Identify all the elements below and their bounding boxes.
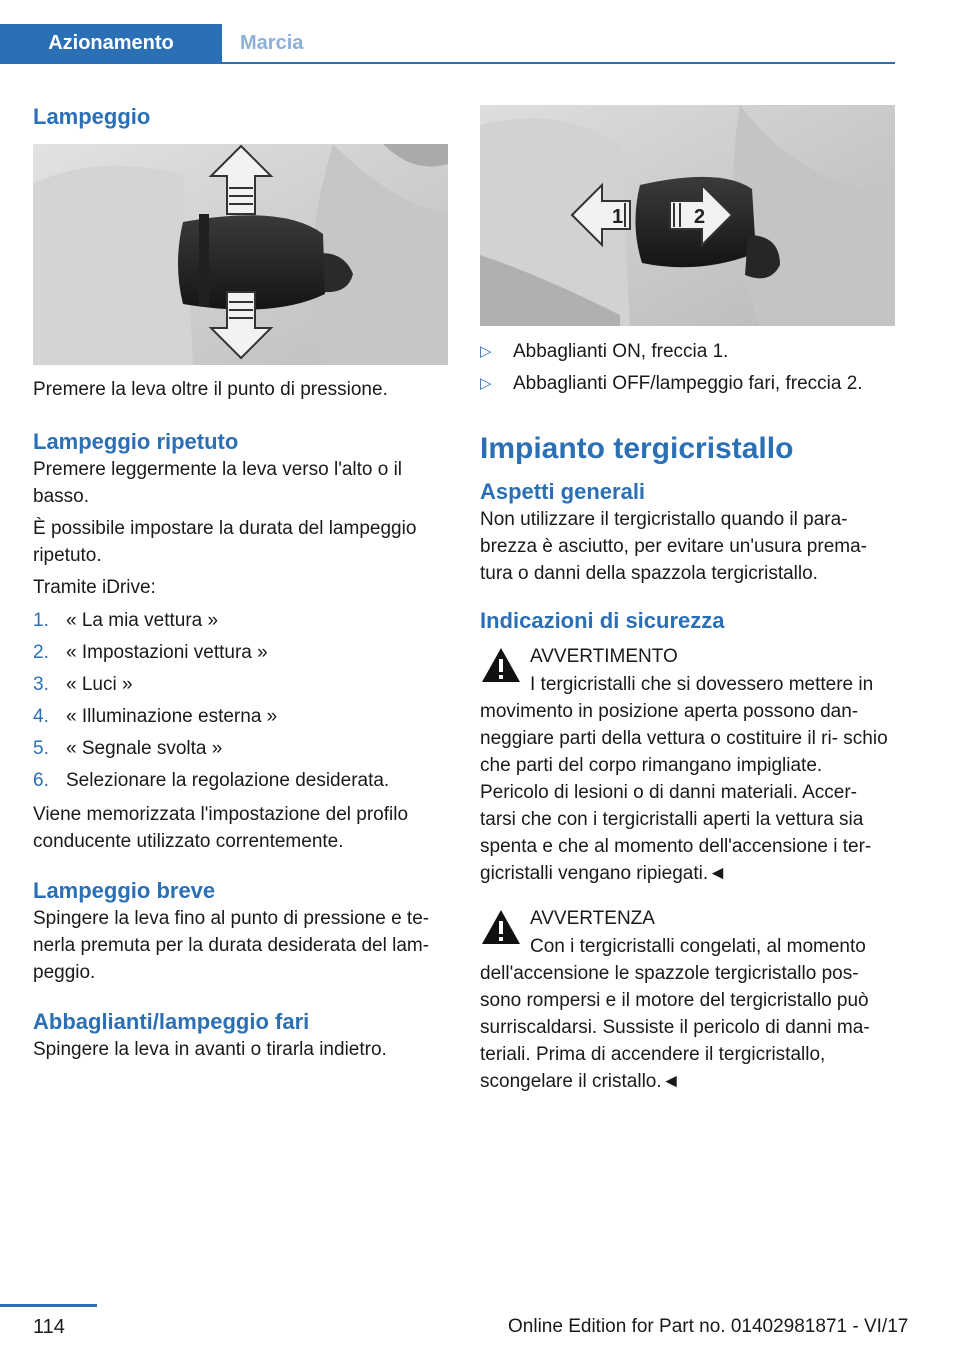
paragraph-repeat-1: Premere leggermente la leva verso l'alto o il basso. — [33, 459, 403, 507]
right-column — [480, 105, 895, 1095]
lever-forward-back-illustration — [480, 105, 895, 326]
paragraph-short: Spingere la leva fino al punto di pressione e te- nerla premuta per la durata desiderata del lam- peggio. — [33, 908, 430, 983]
list-item: 6. Selezionare la regolazione desiderata. — [33, 770, 390, 791]
paragraph-high: Spingere la leva in avanti o tirarla indietro. — [33, 1039, 387, 1060]
paragraph-repeat-4: Viene memorizzata l'impostazione del profilo conducente utilizzato correntemente. — [33, 804, 409, 852]
triangle-bullet-icon: ▷ — [480, 375, 492, 392]
lever-up-down-image — [33, 144, 448, 365]
arrow-label-1: 1 — [612, 206, 624, 228]
list-item: ▷ Abbaglianti ON, freccia 1. — [480, 336, 895, 368]
heading-aspetti-generali: Aspetti generali — [480, 479, 646, 504]
idrive-steps — [33, 605, 448, 797]
heading-impianto-tergicristallo: Impianto tergicristallo — [480, 432, 794, 465]
list-item: 4. « Illuminazione esterna » — [33, 706, 278, 727]
tab-marcia[interactable]: Marcia — [240, 32, 304, 54]
lever-up-down-illustration — [33, 144, 448, 365]
list-item: 5. « Segnale svolta » — [33, 738, 223, 759]
tab-azionamento[interactable]: Azionamento — [0, 24, 222, 62]
heading-lampeggio-ripetuto: Lampeggio ripetuto — [33, 429, 239, 454]
warning-text: I tergicristalli che si dovessero mettere in movimento in posizione aperta possono dan- neggiare parti della vettura o costituire il ri- schio che parti del corpo rimangano impigliate. Pericolo di lesioni o di danni materiali. Accer- tarsi che con i tergicristalli aperti la vettura sia spenta e che al momento dell'accensione i ter- gicristalli vengano ripiegati.◄ — [480, 674, 888, 884]
paragraph-general: Non utilizzare il tergicristallo quando il para- brezza è asciutto, per evitare un'usura prema- tura o danni della spazzola tergicristallo. — [480, 509, 867, 584]
heading-lampeggio-breve: Lampeggio breve — [33, 878, 216, 903]
lever-forward-back-image — [480, 105, 895, 326]
edition-info: Online Edition for Part no. 01402981871 - VI/17 — [508, 1316, 909, 1337]
heading-abbaglianti: Abbaglianti/lampeggio fari — [33, 1009, 310, 1034]
list-item: ▷ Abbaglianti OFF/lampeggio fari, freccia 2. — [480, 368, 895, 400]
warning-text: Con i tergicristalli congelati, al momento dell'accensione le spazzole tergicristallo pos- sono rompersi e il motore del tergicristallo può surriscaldarsi. Sussiste il pericolo di danni ma- teriali. Prima di accendere il tergicristallo, scongelare il cristallo.◄ — [480, 936, 870, 1092]
warning-title: AVVERTENZA — [530, 908, 655, 929]
section-title-lampeggio: Lampeggio — [33, 104, 151, 129]
warning-block-2 — [480, 905, 895, 1095]
triangle-bullet-icon: ▷ — [480, 343, 492, 360]
footer-rule — [0, 1304, 97, 1307]
image-caption: Premere la leva oltre il punto di pressione. — [33, 379, 388, 400]
arrow-explanations — [480, 336, 895, 400]
heading-indicazioni-sicurezza: Indicazioni di sicurezza — [480, 608, 725, 633]
warning-block-1 — [480, 643, 895, 887]
warning-title: AVVERTIMENTO — [530, 646, 678, 667]
arrow-label-2: 2 — [694, 206, 706, 228]
warning-triangle-icon — [480, 908, 522, 946]
paragraph-repeat-3: Tramite iDrive: — [33, 577, 156, 598]
chapter-tabs — [0, 24, 895, 64]
paragraph-repeat-2: È possibile impostare la durata del lampeggio ripetuto. — [33, 518, 417, 566]
page-number: 114 — [33, 1316, 65, 1338]
list-item: 3. « Luci » — [33, 674, 133, 695]
warning-triangle-icon — [480, 646, 522, 684]
list-item: 1. « La mia vettura » — [33, 610, 219, 631]
left-column — [33, 100, 448, 1063]
list-item: 2. « Impostazioni vettura » — [33, 642, 268, 663]
